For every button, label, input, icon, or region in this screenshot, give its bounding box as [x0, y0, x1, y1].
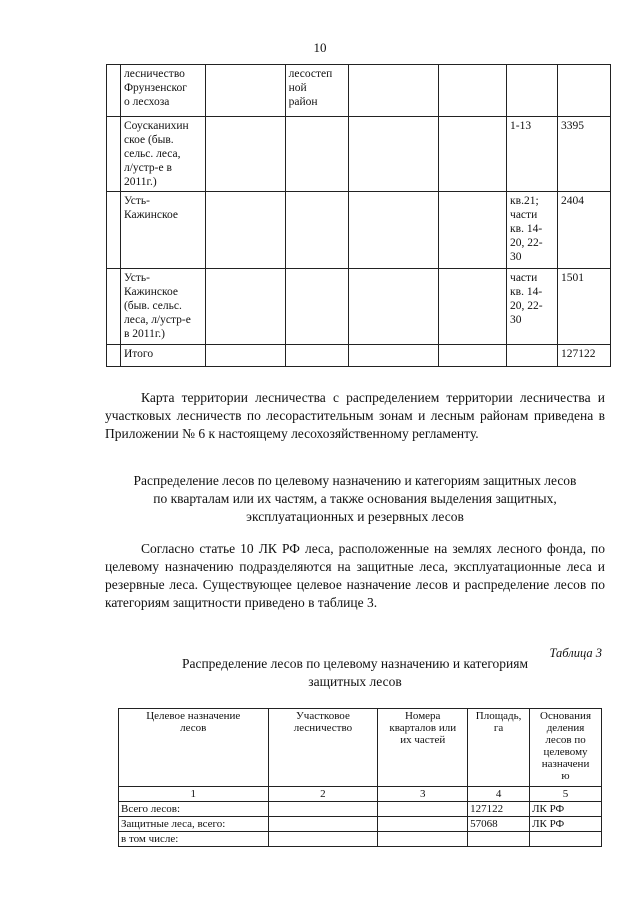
purpose-cell: в том числе:: [119, 832, 269, 847]
area-cell: 57068: [468, 817, 530, 832]
table3-title-line: Распределение лесов по целевому назначению и категориям: [181, 656, 529, 671]
forestry-zones-table: [106, 64, 611, 367]
table-row: [107, 117, 611, 192]
quarters-cell: [378, 802, 468, 817]
zone-cell: [285, 192, 348, 269]
district-name-cell: Усть- Кажинское: [120, 192, 205, 269]
table-row-total: [107, 345, 611, 367]
area-cell: 1501: [557, 269, 610, 345]
column-number: 4: [468, 787, 530, 802]
column-header: Участковое лесничество: [268, 709, 378, 787]
area-cell: [468, 832, 530, 847]
section-heading-line: эксплуатационных и резервных лесов: [246, 509, 464, 524]
district-name-cell: лесничество Фрунзенског о лесхоза: [120, 65, 205, 117]
area-cell: 3395: [557, 117, 610, 192]
page-number: 10: [313, 40, 327, 55]
purpose-cell: Защитные леса, всего:: [119, 817, 269, 832]
quarters-cell: [378, 817, 468, 832]
zone-cell: [285, 345, 348, 367]
basis-cell: ЛК РФ: [530, 817, 602, 832]
area-cell: [557, 65, 610, 117]
column-number: 3: [378, 787, 468, 802]
district-cell: [268, 802, 378, 817]
district-name-cell: Итого: [120, 345, 205, 367]
purpose-cell: Всего лесов:: [119, 802, 269, 817]
district-name-cell: Усть- Кажинское (быв. сельс. леса, л/устр-е в 2011г.): [120, 269, 205, 345]
district-cell: [268, 832, 378, 847]
zone-cell: лесостеп ной район: [285, 65, 348, 117]
table-header-row: [119, 709, 602, 787]
column-number: 5: [530, 787, 602, 802]
table-label: Таблица 3: [549, 646, 602, 660]
zone-cell: [285, 117, 348, 192]
column-number-row: [119, 787, 602, 802]
paragraph-map: Карта территории лесничества с распределением территории лесничества и участковых лесничеств по лесорастительным зонам и лесным районам приведена в Приложении № 6 к настоящему лесохозяйственному регламенту.: [105, 390, 605, 441]
table3-title: [140, 655, 570, 691]
table-row: [119, 802, 602, 817]
basis-cell: [530, 832, 602, 847]
quarters-cell: [378, 832, 468, 847]
quarters-cell: части кв. 14- 20, 22- 30: [507, 269, 558, 345]
district-cell: [268, 817, 378, 832]
section-heading: [105, 472, 605, 526]
table-row: [107, 65, 611, 117]
quarters-cell: кв.21; части кв. 14- 20, 22- 30: [507, 192, 558, 269]
table-row: [119, 832, 602, 847]
table-row: [119, 817, 602, 832]
quarters-cell: [507, 65, 558, 117]
table-row: [107, 192, 611, 269]
district-name-cell: Соусканихин ское (быв. сельс. леса, л/устр-е в 2011г.): [120, 117, 205, 192]
section-heading-line: Распределение лесов по целевому назначению и категориям защитных лесов: [133, 473, 577, 488]
area-cell: 2404: [557, 192, 610, 269]
column-header: Площадь, га: [468, 709, 530, 787]
column-number: 2: [268, 787, 378, 802]
table3-title-line: защитных лесов: [308, 674, 402, 689]
purpose-distribution-table: [118, 708, 602, 847]
paragraph-article: Согласно статье 10 ЛК РФ леса, расположенные на землях лесного фонда, по целевому назначению подразделяются на защитные леса, эксплуатационные леса и резервные леса. Существующее целевое назначение лесов и распределение лесов по категориям защитности приведено в таблице 3.: [105, 541, 605, 610]
section-heading-line: по кварталам или их частям, а также основания выделения защитных,: [153, 491, 557, 506]
column-header: Номера кварталов или их частей: [378, 709, 468, 787]
column-number: 1: [119, 787, 269, 802]
basis-cell: ЛК РФ: [530, 802, 602, 817]
column-header: Основания деления лесов по целевому назначени ю: [530, 709, 602, 787]
table-row: [107, 269, 611, 345]
zone-cell: [285, 269, 348, 345]
area-cell: 127122: [557, 345, 610, 367]
area-cell: 127122: [468, 802, 530, 817]
quarters-cell: 1-13: [507, 117, 558, 192]
column-header: Целевое назначение лесов: [119, 709, 269, 787]
quarters-cell: [507, 345, 558, 367]
